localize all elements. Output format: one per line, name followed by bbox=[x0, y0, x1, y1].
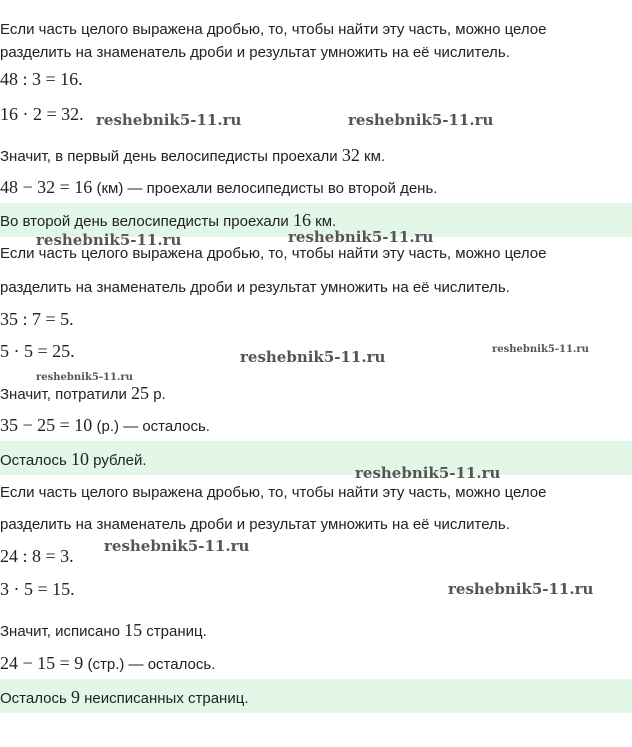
statement-1-num: 32 bbox=[341, 145, 360, 165]
watermark: reshebnik5-11.ru bbox=[448, 580, 594, 598]
statement-1-pre: Значит, в первый день велосипедисты проехали bbox=[0, 148, 338, 165]
answer-2-post: рублей. bbox=[93, 452, 147, 469]
answer-3-post: неисписанных страниц. bbox=[84, 690, 249, 707]
statement-1-num: 25 bbox=[131, 383, 150, 403]
answer-2-pre: Осталось bbox=[0, 452, 67, 469]
watermark: reshebnik5-11.ru bbox=[240, 348, 386, 366]
watermark: reshebnik5-11.ru bbox=[355, 464, 501, 482]
statement-2-expr: 24 − 15 = 9 bbox=[0, 653, 84, 673]
answer-2-num: 10 bbox=[70, 449, 89, 469]
statement-2-expr: 35 − 25 = 10 bbox=[0, 415, 93, 435]
answer-2 bbox=[0, 449, 147, 471]
rule-line-2: разделить на знаменатель дроби и результат умножить на её числитель. bbox=[0, 279, 510, 296]
statement-1-pre: Значит, исписано bbox=[0, 623, 120, 640]
equation-2: 16 · 2 = 32. bbox=[0, 104, 84, 124]
statement-2-text: (км) — проехали велосипедисты во второй день. bbox=[96, 180, 438, 197]
watermark: reshebnik5-11.ru bbox=[348, 111, 494, 129]
equation-2: 5 · 5 = 25. bbox=[0, 341, 75, 361]
statement-1 bbox=[0, 620, 207, 642]
answer-3 bbox=[0, 687, 248, 709]
answer-1 bbox=[0, 210, 336, 232]
statement-1-num: 15 bbox=[124, 620, 143, 640]
answer-3-num: 9 bbox=[70, 687, 80, 707]
equation-1: 48 : 3 = 16. bbox=[0, 69, 83, 89]
statement-1-pre: Значит, потратили bbox=[0, 386, 127, 403]
rule-line-1: Если часть целого выражена дробью, то, чтобы найти эту часть, можно целое bbox=[0, 484, 547, 501]
equation-1: 24 : 8 = 3. bbox=[0, 546, 74, 566]
statement-1-post: км. bbox=[364, 148, 386, 165]
equation-1: 35 : 7 = 5. bbox=[0, 309, 74, 329]
watermark: reshebnik5-11.ru bbox=[492, 344, 589, 355]
rule-line-2: разделить на знаменатель дроби и результат умножить на её числитель. bbox=[0, 44, 510, 61]
watermark: reshebnik5-11.ru bbox=[36, 372, 133, 383]
answer-3-pre: Осталось bbox=[0, 690, 67, 707]
answer-1-num: 16 bbox=[292, 210, 311, 230]
statement-2-text: (стр.) — осталось. bbox=[87, 656, 216, 673]
statement-2 bbox=[0, 415, 210, 437]
equation-2: 3 · 5 = 15. bbox=[0, 579, 75, 599]
rule-line-1: Если часть целого выражена дробью, то, чтобы найти эту часть, можно целое bbox=[0, 245, 547, 262]
answer-1-pre: Во второй день велосипедисты проехали bbox=[0, 213, 289, 230]
statement-1-post: р. bbox=[153, 386, 166, 403]
statement-2 bbox=[0, 177, 437, 199]
watermark: reshebnik5-11.ru bbox=[104, 537, 250, 555]
answer-1-post: км. bbox=[315, 213, 337, 230]
watermark: reshebnik5-11.ru bbox=[96, 111, 242, 129]
statement-1-post: страниц. bbox=[146, 623, 207, 640]
statement-2-expr: 48 − 32 = 16 bbox=[0, 177, 93, 197]
statement-1 bbox=[0, 383, 166, 405]
statement-1 bbox=[0, 145, 385, 167]
watermark: reshebnik5-11.ru bbox=[288, 228, 434, 246]
watermark: reshebnik5-11.ru bbox=[36, 231, 182, 249]
statement-2-text: (р.) — осталось. bbox=[96, 418, 210, 435]
rule-line-2: разделить на знаменатель дроби и результат умножить на её числитель. bbox=[0, 516, 510, 533]
statement-2 bbox=[0, 653, 215, 675]
rule-line-1: Если часть целого выражена дробью, то, чтобы найти эту часть, можно целое bbox=[0, 21, 547, 38]
